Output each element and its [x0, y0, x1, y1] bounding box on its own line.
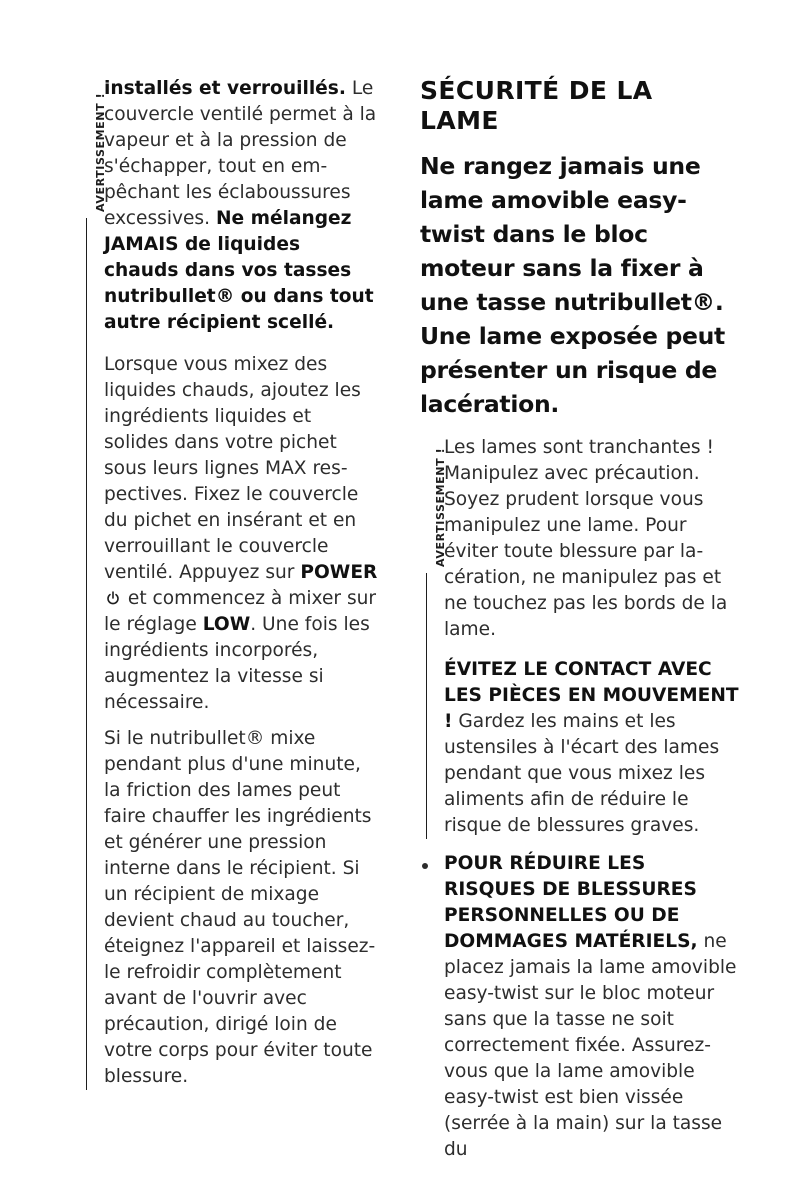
bold-warning-text: POUR RÉDUIRE LES RISQUES DE BLESSURES PERSONNELLES OU DE DOMMAGES MATÉRIELS,: [444, 853, 698, 952]
paragraph-moving-parts: [444, 657, 740, 839]
body-text: Lorsque vous mixez des liquides chauds, ajoutez les ingrédients liquides et solides dans votre pichet sous leurs lignes MAX respectives. Fixez le couvercle du pichet en insérant et en verrouillant le couvercle ventilé. Appuyez sur: [104, 354, 361, 583]
bold-text: installés et verrouillés.: [104, 78, 346, 99]
section-title: SÉCURITÉ DE LA LAME: [420, 76, 653, 135]
power-icon: [106, 591, 120, 605]
bullet-paragraph: [444, 851, 740, 1163]
paragraph-friction-heat: Si le nutribullet® mixe pendant plus d'une minute, la friction des lames peut faire chauffer les ingrédients et générer une pression interne dans le récipient. Si un récipient de mixage devient chaud au toucher, éteignez l'appareil et laissez-le refroidir complètement avant de l'ouvrir avec précaution, dirigé loin de votre corps pour éviter toute blessure.: [104, 728, 376, 1087]
warning-label: AVERTISSEMENT !: [434, 447, 447, 567]
paragraph-sharp-blades: Les lames sont tranchantes ! Manipulez avec précaution. Soyez prudent lorsque vous manipulez une lame. Pour éviter toute blessure par lacération, ne manipulez pas et ne touchez pas les bords de la lame.: [444, 437, 728, 640]
low-setting-label: LOW: [202, 614, 251, 635]
warning-block-hot-liquids: [80, 76, 380, 1090]
paragraph-hot-liquids: [104, 352, 380, 716]
bold-warning-text: Ne mélangez JAMAIS de liquides chauds dans vos tasses nutribullet® ou dans tout autre récipient scellé.: [104, 208, 374, 333]
warning-rule: [86, 218, 87, 1090]
body-text: ne placez jamais la lame amovible easy-twist sur le bloc moteur sans que la tasse ne soit correctement fixée. Assurez-vous que la lame amovible easy-twist est bien vissée (serrée à la main) sur la tasse du: [444, 931, 737, 1160]
warning-rule: [426, 573, 427, 839]
lead-warning: Ne rangez jamais une lame amovible easy-twist dans le bloc moteur sans la fixer à une tasse nutribullet®. Une lame exposée peut présenter un risque de lacération.: [420, 152, 725, 418]
bold-warning-text: ÉVITEZ LE CONTACT AVEC LES PIÈCES EN MOUVEMENT !: [444, 659, 739, 732]
body-text: et commencez à mixer sur le réglage: [104, 588, 377, 635]
warning-block-blades: [420, 435, 740, 839]
left-column: [80, 76, 380, 1090]
body-text: . Une fois les ingrédients incorporés, augmentez la vitesse si nécessaire.: [104, 614, 370, 713]
paragraph-sealed-containers: [104, 76, 380, 336]
bullet-dot: [422, 863, 428, 869]
warning-label: AVERTISSEMENT !: [94, 92, 107, 212]
right-column: [420, 76, 740, 1163]
body-text: Gardez les mains et les ustensiles à l'écart des lames pendant que vous mixez les aliments afin de réduire le risque de blessures graves.: [444, 711, 720, 836]
body-text: Le couvercle ventilé permet à la vapeur et à la pression de s'échapper, tout en empêchant les éclaboussures excessives.: [104, 78, 377, 229]
bullet-item-property-damage: [420, 851, 740, 1163]
power-label: POWER: [300, 562, 378, 583]
